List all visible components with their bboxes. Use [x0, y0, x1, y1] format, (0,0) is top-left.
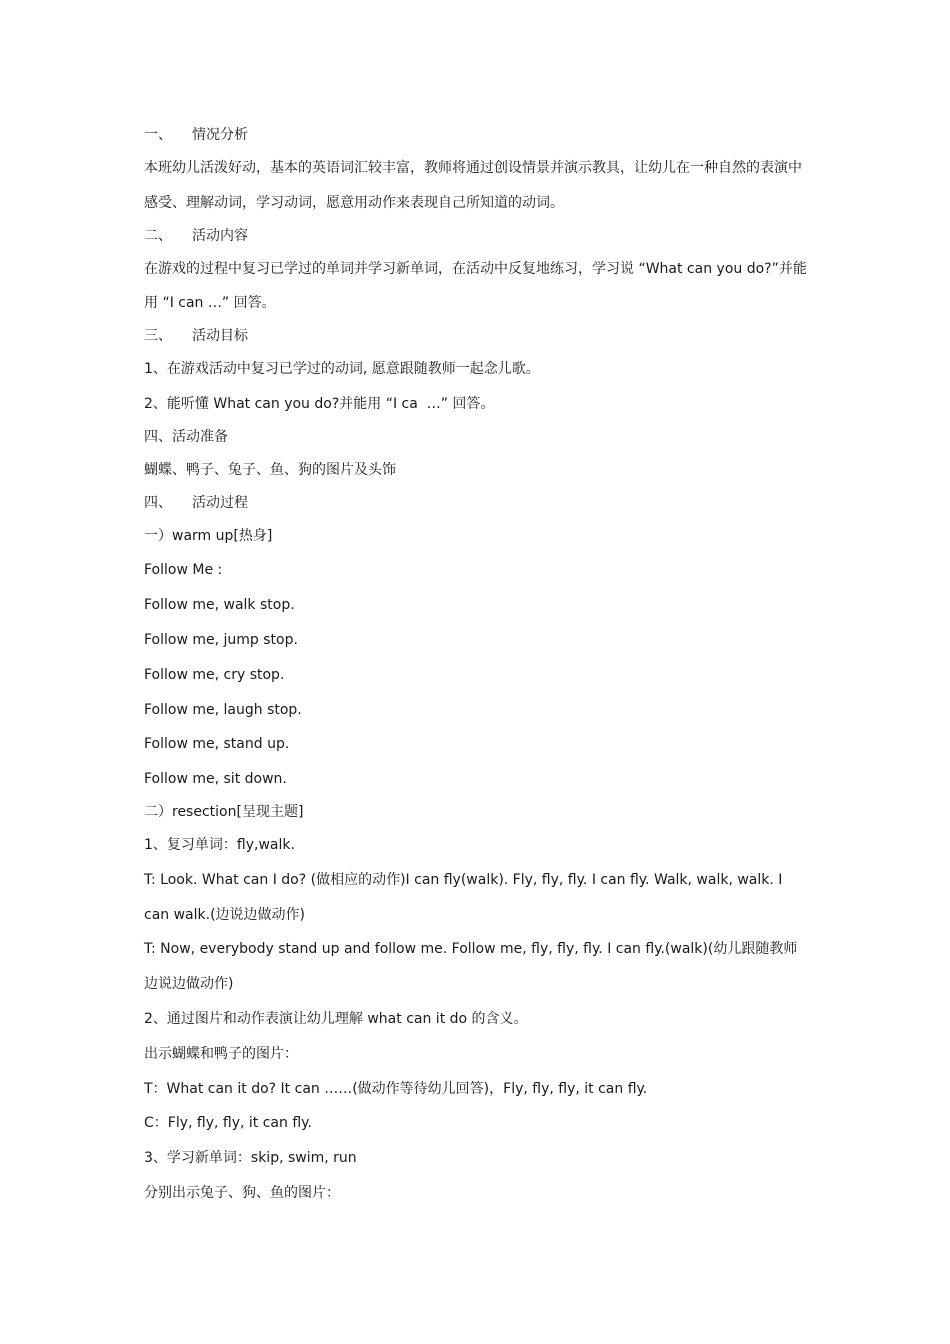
text-line: 1、在游戏活动中复习已学过的动词, 愿意跟随教师一起念儿歌。: [144, 361, 540, 378]
text-line: 2、能听懂 What can you do?并能用 “I ca …” 回答。: [144, 395, 495, 412]
text-line: 2、通过图片和动作表演让幼儿理解 what can it do 的含义。: [144, 1010, 528, 1027]
section-title: 情况分析: [192, 127, 248, 143]
text-line: 分别出示兔子、狗、鱼的图片：: [144, 1184, 340, 1201]
text-line: Follow me, walk stop.: [144, 597, 295, 614]
paragraph: T: Now, everybody stand up and follow me. Follow me, fly, fly, fly. I can fly.(walk)(幼儿跟随教师边说边做动作): [144, 941, 798, 993]
section-heading: [144, 221, 810, 252]
text-line: 1、复习单词：fly,walk.: [144, 836, 295, 853]
paragraph: 在游戏的过程中复习已学过的单词并学习新单词，在活动中反复地练习，学习说 “What can you do?”并能用 “I can …” 回答。: [144, 260, 807, 312]
text-line: Follow me, sit down.: [144, 771, 287, 788]
paragraph: T: Look. What can I do? (做相应的动作)I can fly(walk). Fly, fly, fly. I can fly. Walk, walk, walk. I can walk.(边说边做动作): [144, 871, 783, 923]
section-number: 三、: [144, 328, 172, 345]
section-heading: 四、活动准备: [144, 428, 228, 445]
section-title: 活动目标: [192, 328, 248, 345]
text-line: Follow me, stand up.: [144, 736, 290, 753]
section-heading: [144, 120, 810, 151]
section-heading: [144, 321, 810, 352]
text-line: 3、学习新单词：skip, swim, run: [144, 1150, 357, 1167]
text-line: T：What can it do? It can ……(做动作等待幼儿回答)，Fly, fly, fly, it can fly.: [144, 1080, 648, 1097]
text-line: Follow me, cry stop.: [144, 666, 285, 683]
section-number: 二、: [144, 227, 172, 244]
section-title: 活动过程: [192, 494, 248, 511]
text-line: 蝴蝶、鸭子、兔子、鱼、狗的图片及头饰: [144, 461, 396, 478]
section-number: 一、: [144, 127, 172, 143]
text-line: Follow Me :: [144, 562, 223, 579]
text-line: Follow me, laugh stop.: [144, 701, 302, 718]
section-heading: 二）resection[呈现主题]: [144, 803, 304, 820]
text-line: 一）warm up[热身]: [144, 527, 273, 544]
paragraph: 本班幼儿活泼好动，基本的英语词汇较丰富，教师将通过创设情景并演示教具，让幼儿在一种自然的表演中感受、理解动词，学习动词，愿意用动作来表现自己所知道的动词。: [144, 160, 802, 211]
text-line: Follow me, jump stop.: [144, 631, 298, 648]
text-line: C：Fly, fly, fly, it can fly.: [144, 1115, 312, 1132]
section-heading: [144, 488, 810, 519]
section-title: 活动内容: [192, 227, 248, 244]
document-page: [144, 120, 810, 1211]
text-line: 出示蝴蝶和鸭子的图片：: [144, 1045, 298, 1062]
section-number: 四、: [144, 494, 172, 511]
